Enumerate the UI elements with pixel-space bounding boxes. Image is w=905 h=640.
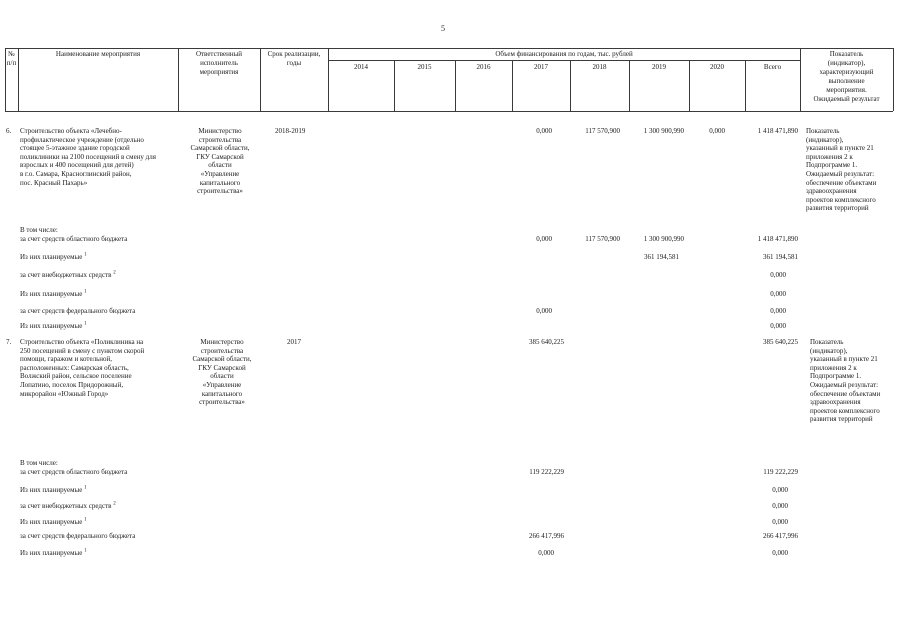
item-name: Строительство объекта «Поликлиника на 250 посещений в смену с пунктом скорой помощи, гаражом и котельной, расположенных: Самарская область, Волжский район, сельское поселение Лопатино, поселок Придорожный, микрорайон «Южный Город» [20,338,145,398]
header-name: Наименование мероприятия [55,50,141,58]
row-label: Из них планируемые $^1$ [20,252,87,261]
item-period: 2017 [287,338,301,346]
row-label: Из них планируемые $^1$ [20,321,87,330]
header-num: № п/п [6,50,17,67]
row-total: 0,000 [772,486,788,494]
row-value-2017: 0,000 [536,235,552,243]
row-total: 0,000 [770,271,786,279]
header-year-2016: 2016 [476,63,491,71]
item-value-2017: 0,000 [536,127,552,135]
row-total: 0,000 [772,502,788,510]
item-num: 7. [6,338,12,346]
row-label: Из них планируемые $^1$ [20,517,87,526]
row-label: за счет средств областного бюджета [20,235,128,243]
row-label: за счет средств федерального бюджета [20,532,136,540]
row-total: 0,000 [772,549,788,557]
item-total: 385 640,225 [763,338,798,346]
row-value-2019: 1 300 900,990 [643,235,684,243]
row-total: 0,000 [770,307,786,315]
row-label: за счет внебюджетных средств $^2$ [20,270,116,279]
row-total: 119 222,229 [763,468,798,476]
years-divider [328,60,800,61]
item-indicator: Показатель (индикатор), указанный в пункте 21 приложения 2 к Подпрограмме 1. Ожидаемый результат: обеспечение объектами здравоохранения проектов комплексного развития территорий [810,338,881,424]
row-value-2017: 0,000 [538,549,554,557]
item-value-2017: 385 640,225 [529,338,564,346]
header-year-2020: 2020 [710,63,724,71]
including-label: В том числе: [20,459,58,467]
row-label: Из них планируемые $^1$ [20,485,87,494]
header-executor: Ответственный исполнитель мероприятия [195,50,243,76]
item-executor: Министерство строительства Самарской области, ГКУ Самарской области «Управление капитального строительства» [192,338,252,407]
header-period: Срок реализации, годы [267,50,321,67]
item-name: Строительство объекта «Лечебно- профилактическое учреждение (отдельно стоящее 5-этажное здание городской поликлиники на 2100 посещений в смену для взрослых и 400 посещений для детей) в г.о. Самара, Красноглинский район, пос. Красный Пахарь» [20,127,156,187]
row-label: Из них планируемые $^1$ [20,548,87,557]
row-total: 0,000 [770,290,786,298]
row-value-2018: 117 570,900 [585,235,620,243]
item-indicator: Показатель (индикатор), указанный в пункте 21 приложения 2 к Подпрограмме 1. Ожидаемый результат: обеспечение объектами здравоохранения проектов комплексного развития территорий [806,127,877,213]
row-total: 266 417,996 [763,532,798,540]
header-year-2018: 2018 [592,63,607,71]
row-value-2019: 361 194,581 [644,253,679,261]
row-total: 0,000 [772,518,788,526]
item-value-2020: 0,000 [709,127,725,135]
header-bottom-border [5,111,893,112]
item-value-2018: 117 570,900 [585,127,620,135]
row-total: 0,000 [770,322,786,330]
header-total: Всего [763,63,782,71]
row-label: за счет средств федерального бюджета [20,307,136,315]
row-label: Из них планируемые $^1$ [20,289,87,298]
header-top-border [5,48,893,49]
row-total: 1 418 471,890 [757,235,798,243]
item-total: 1 418 471,890 [757,127,798,135]
row-value-2017: 266 417,996 [529,532,564,540]
including-label: В том числе: [20,226,58,234]
row-value-2017: 0,000 [536,307,552,315]
row-total: 361 194,581 [763,253,798,261]
row-value-2017: 119 222,229 [529,468,564,476]
row-label: за счет внебюджетных средств $^2$ [20,501,116,510]
item-value-2019: 1 300 900,990 [643,127,684,135]
row-label: за счет средств областного бюджета [20,468,128,476]
header-year-2017: 2017 [534,63,548,71]
item-period: 2018-2019 [275,127,306,135]
col-border [893,48,894,111]
header-funding: Объем финансирования по годам, тыс. рублей [495,50,633,58]
header-year-2015: 2015 [417,63,432,71]
item-num: 6. [6,127,12,135]
header-year-2019: 2019 [652,63,666,71]
header-year-2014: 2014 [354,63,368,71]
header-indicator: Показатель (индикатор), характеризующий выполнение мероприятия. Ожидаемый результат [813,50,880,103]
item-executor: Министерство строительства Самарской области, ГКУ Самарской области «Управление капитального строительства» [190,127,250,196]
page-number: 5 [441,24,445,33]
